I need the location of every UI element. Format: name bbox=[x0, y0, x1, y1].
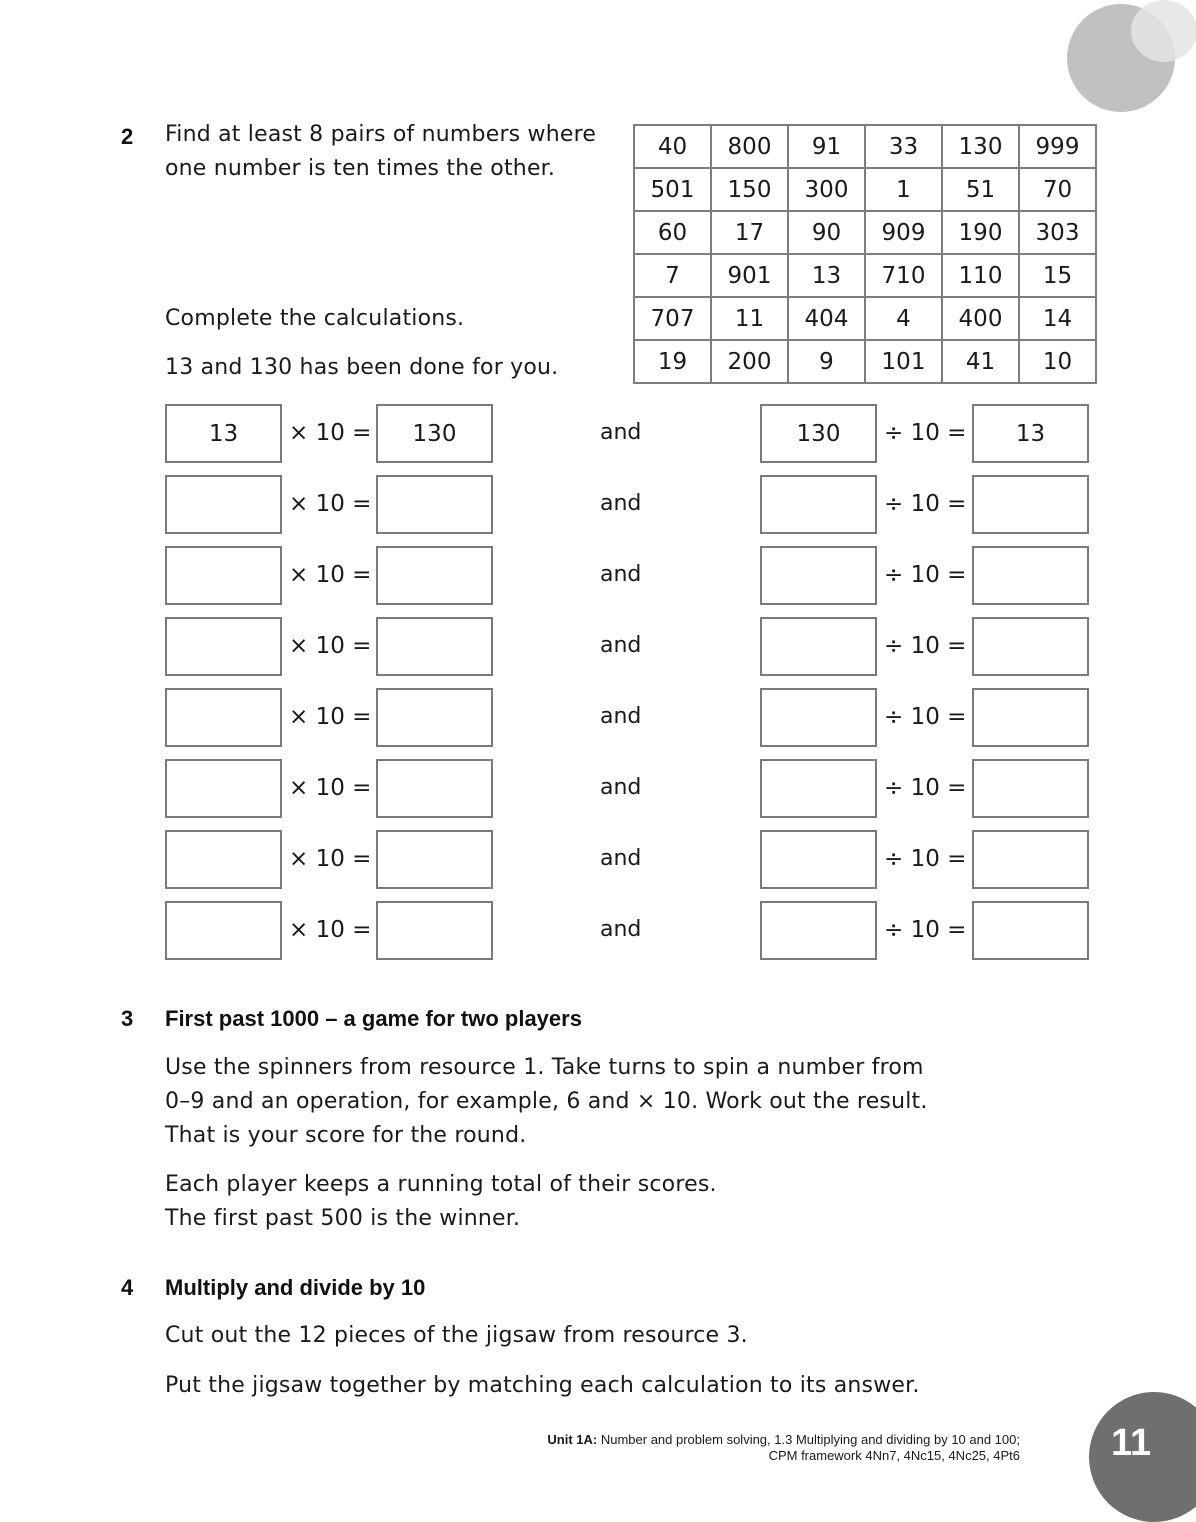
question-2-example-note: 13 and 130 has been done for you. bbox=[165, 355, 559, 380]
multiply-by-10-label: × 10 = bbox=[289, 846, 372, 872]
multiply-by-10-label: × 10 = bbox=[289, 633, 372, 659]
divide-result-box[interactable] bbox=[972, 830, 1089, 889]
divide-by-10-label: ÷ 10 = bbox=[884, 491, 967, 517]
grid-row bbox=[634, 211, 1096, 254]
and-label: and bbox=[600, 846, 642, 871]
and-label: and bbox=[600, 917, 642, 942]
grid-cell: 999 bbox=[1019, 125, 1096, 168]
grid-cell: 200 bbox=[711, 340, 788, 383]
divide-by-10-label: ÷ 10 = bbox=[884, 917, 967, 943]
grid-cell: 909 bbox=[865, 211, 942, 254]
grid-cell: 90 bbox=[788, 211, 865, 254]
calculation-row bbox=[165, 546, 1090, 604]
page-number-badge bbox=[1089, 1392, 1196, 1522]
calculation-row bbox=[165, 901, 1090, 959]
calculation-row bbox=[165, 617, 1090, 675]
multiply-result-box[interactable] bbox=[376, 759, 493, 818]
and-label: and bbox=[600, 491, 642, 516]
grid-row bbox=[634, 340, 1096, 383]
grid-row bbox=[634, 168, 1096, 211]
question-3-paragraph2-line1: Each player keeps a running total of their scores. bbox=[165, 1172, 717, 1197]
divide-input-box[interactable]: 130 bbox=[760, 404, 877, 463]
grid-cell: 40 bbox=[634, 125, 711, 168]
footer-framework: CPM framework 4Nn7, 4Nc15, 4Nc25, 4Pt6 bbox=[768, 1448, 1020, 1463]
multiply-by-10-label: × 10 = bbox=[289, 917, 372, 943]
and-label: and bbox=[600, 420, 642, 445]
grid-cell: 70 bbox=[1019, 168, 1096, 211]
divide-by-10-label: ÷ 10 = bbox=[884, 420, 967, 446]
and-label: and bbox=[600, 704, 642, 729]
grid-cell: 15 bbox=[1019, 254, 1096, 297]
grid-cell: 17 bbox=[711, 211, 788, 254]
divide-result-box[interactable] bbox=[972, 688, 1089, 747]
footer-unit-label: Unit 1A: bbox=[547, 1432, 598, 1447]
multiply-result-box[interactable]: 130 bbox=[376, 404, 493, 463]
grid-cell: 33 bbox=[865, 125, 942, 168]
grid-cell: 303 bbox=[1019, 211, 1096, 254]
multiply-input-box[interactable] bbox=[165, 546, 282, 605]
page-footer bbox=[547, 1432, 1020, 1464]
divide-result-box[interactable] bbox=[972, 901, 1089, 960]
question-3-title: First past 1000 – a game for two players bbox=[165, 1006, 582, 1031]
divide-by-10-label: ÷ 10 = bbox=[884, 633, 967, 659]
divide-input-box[interactable] bbox=[760, 617, 877, 676]
multiply-input-box[interactable] bbox=[165, 617, 282, 676]
grid-row bbox=[634, 297, 1096, 340]
multiply-input-box[interactable] bbox=[165, 830, 282, 889]
grid-cell: 1 bbox=[865, 168, 942, 211]
grid-row bbox=[634, 125, 1096, 168]
divide-by-10-label: ÷ 10 = bbox=[884, 846, 967, 872]
grid-cell: 190 bbox=[942, 211, 1019, 254]
multiply-by-10-label: × 10 = bbox=[289, 420, 372, 446]
calculation-row bbox=[165, 688, 1090, 746]
question-4-line1: Cut out the 12 pieces of the jigsaw from resource 3. bbox=[165, 1323, 748, 1348]
grid-cell: 800 bbox=[711, 125, 788, 168]
multiply-input-box[interactable]: 13 bbox=[165, 404, 282, 463]
question-2-prompt-line2: one number is ten times the other. bbox=[165, 156, 556, 181]
grid-cell: 707 bbox=[634, 297, 711, 340]
multiply-input-box[interactable] bbox=[165, 901, 282, 960]
divide-input-box[interactable] bbox=[760, 688, 877, 747]
question-2-prompt-line1: Find at least 8 pairs of numbers where bbox=[165, 122, 597, 147]
grid-cell: 130 bbox=[942, 125, 1019, 168]
grid-cell: 7 bbox=[634, 254, 711, 297]
grid-cell: 11 bbox=[711, 297, 788, 340]
multiply-by-10-label: × 10 = bbox=[289, 562, 372, 588]
question-3-paragraph1-line1: Use the spinners from resource 1. Take turns to spin a number from bbox=[165, 1055, 924, 1080]
divide-input-box[interactable] bbox=[760, 475, 877, 534]
multiply-by-10-label: × 10 = bbox=[289, 775, 372, 801]
multiply-input-box[interactable] bbox=[165, 759, 282, 818]
divide-by-10-label: ÷ 10 = bbox=[884, 704, 967, 730]
question-3-paragraph1-line3: That is your score for the round. bbox=[165, 1123, 527, 1148]
calculation-row bbox=[165, 830, 1090, 888]
multiply-result-box[interactable] bbox=[376, 688, 493, 747]
question-3-paragraph1-line2: 0–9 and an operation, for example, 6 and × 10. Work out the result. bbox=[165, 1089, 928, 1114]
multiply-by-10-label: × 10 = bbox=[289, 704, 372, 730]
calculation-row bbox=[165, 475, 1090, 533]
and-label: and bbox=[600, 562, 642, 587]
divide-result-box[interactable] bbox=[972, 475, 1089, 534]
grid-cell: 400 bbox=[942, 297, 1019, 340]
grid-cell: 4 bbox=[865, 297, 942, 340]
multiply-input-box[interactable] bbox=[165, 688, 282, 747]
calculation-row bbox=[165, 759, 1090, 817]
multiply-result-box[interactable] bbox=[376, 617, 493, 676]
multiply-result-box[interactable] bbox=[376, 546, 493, 605]
decorative-circle-small bbox=[1131, 0, 1196, 62]
and-label: and bbox=[600, 633, 642, 658]
divide-by-10-label: ÷ 10 = bbox=[884, 562, 967, 588]
grid-cell: 14 bbox=[1019, 297, 1096, 340]
grid-cell: 300 bbox=[788, 168, 865, 211]
calculation-row bbox=[165, 404, 1090, 462]
divide-result-box[interactable] bbox=[972, 546, 1089, 605]
grid-cell: 9 bbox=[788, 340, 865, 383]
grid-cell: 41 bbox=[942, 340, 1019, 383]
page-number: 11 bbox=[1111, 1422, 1152, 1464]
grid-cell: 19 bbox=[634, 340, 711, 383]
question-2-number: 2 bbox=[121, 124, 134, 149]
question-4-line2: Put the jigsaw together by matching each calculation to its answer. bbox=[165, 1373, 920, 1398]
grid-row bbox=[634, 254, 1096, 297]
grid-cell: 51 bbox=[942, 168, 1019, 211]
grid-cell: 501 bbox=[634, 168, 711, 211]
divide-result-box[interactable] bbox=[972, 617, 1089, 676]
question-2-instruction: Complete the calculations. bbox=[165, 306, 465, 331]
grid-cell: 901 bbox=[711, 254, 788, 297]
divide-by-10-label: ÷ 10 = bbox=[884, 775, 967, 801]
grid-cell: 101 bbox=[865, 340, 942, 383]
divide-input-box[interactable] bbox=[760, 546, 877, 605]
grid-cell: 13 bbox=[788, 254, 865, 297]
divide-result-box[interactable] bbox=[972, 759, 1089, 818]
multiply-by-10-label: × 10 = bbox=[289, 491, 372, 517]
multiply-result-box[interactable] bbox=[376, 901, 493, 960]
divide-result-box[interactable]: 13 bbox=[972, 404, 1089, 463]
footer-unit-text: Number and problem solving, 1.3 Multiplying and dividing by 10 and 100; bbox=[597, 1432, 1020, 1447]
question-4-title: Multiply and divide by 10 bbox=[165, 1275, 426, 1300]
question-3-number: 3 bbox=[121, 1006, 134, 1031]
grid-cell: 710 bbox=[865, 254, 942, 297]
multiply-result-box[interactable] bbox=[376, 830, 493, 889]
number-grid bbox=[633, 124, 1097, 384]
grid-cell: 150 bbox=[711, 168, 788, 211]
grid-cell: 91 bbox=[788, 125, 865, 168]
multiply-input-box[interactable] bbox=[165, 475, 282, 534]
grid-cell: 110 bbox=[942, 254, 1019, 297]
grid-cell: 60 bbox=[634, 211, 711, 254]
grid-cell: 404 bbox=[788, 297, 865, 340]
question-3-paragraph2-line2: The first past 500 is the winner. bbox=[165, 1206, 521, 1231]
question-4-number: 4 bbox=[121, 1275, 134, 1300]
divide-input-box[interactable] bbox=[760, 759, 877, 818]
and-label: and bbox=[600, 775, 642, 800]
grid-cell: 10 bbox=[1019, 340, 1096, 383]
multiply-result-box[interactable] bbox=[376, 475, 493, 534]
divide-input-box[interactable] bbox=[760, 901, 877, 960]
divide-input-box[interactable] bbox=[760, 830, 877, 889]
